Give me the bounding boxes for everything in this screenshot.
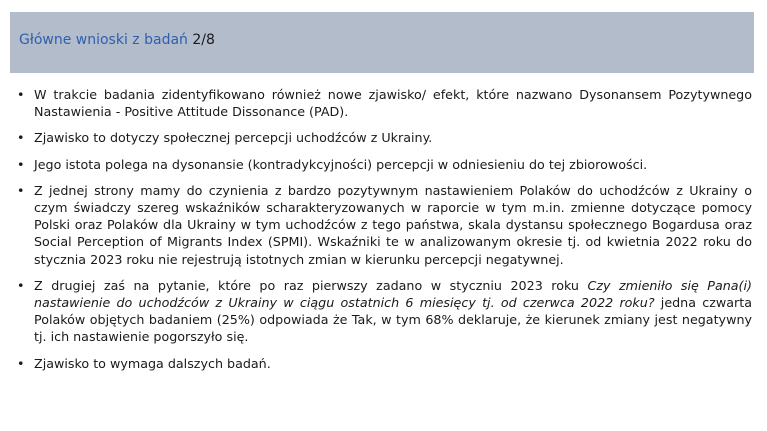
bullet-dot-icon: • [17,156,25,172]
slide-title: Główne wnioski z badań [19,32,193,48]
bullet-dot-icon: • [17,355,25,371]
bullet-text: W trakcie badania zidentyfikowano również nowe zjawisko/ efekt, które nazwano Dysonansem Pozytywnego Nastawienia - Positive Attitude Dissonance (PAD). [34,87,752,120]
bullet-text: Jego istota polega na dysonansie (kontradykcyjności) percepcji w odniesieniu do tej zbiorowości. [34,156,648,172]
bullet-item [14,156,752,173]
bullet-text-after: jedna czwarta Polaków objętych badaniem (25%) odpowiada że Tak, w tym 68% deklaruje, że kierunek zmiany jest negatywny tj. ich nastawienie pogorszyło się. [34,295,752,345]
bullet-item [14,355,752,372]
bullet-text: Z jednej strony mamy do czynienia z bardzo pozytywnym nastawieniem Polaków do uchodźców z Ukrainy o czym świadczy szereg wskaźników scharakteryzowanych w raporcie w tym m.in. zmienne dotyczące pomocy Polski oraz Polaków dla Ukrainy w tym uchodźców z tego państwa, skala dystansu społecznego Bogardusa oraz Social Perception of Migrants Index (SPMI). Wskaźniki te w analizowanym okresie tj. od kwietnia 2022 roku do stycznia 2023 roku nie rejestrują istotnych zmian w kierunku percepcji negatywnej. [34,182,752,267]
bullet-dot-icon: • [17,182,25,198]
slide-header [10,12,754,73]
bullet-list [14,86,752,381]
bullet-question-italic: Czy zmieniło się Pana(i) nastawienie do uchodźców z Ukrainy w ciągu ostatnich 6 miesięcy tj. od czerwca 2022 roku? [34,277,752,311]
bullet-item [14,182,752,268]
bullet-item [14,129,752,146]
bullet-text: Zjawisko to wymaga dalszych badań. [34,355,271,371]
slide-page-indicator: 2/8 [192,32,215,48]
bullet-dot-icon: • [17,277,25,293]
bullet-text: Zjawisko to dotyczy społecznej percepcji uchodźców z Ukrainy. [34,130,433,146]
bullet-dot-icon: • [17,87,25,102]
bullet-item [14,86,752,120]
bullet-dot-icon: • [17,130,25,146]
bullet-item [14,277,752,346]
bullet-text-before: Z drugiej zaś na pytanie, które po raz pierwszy zadano w styczniu 2023 roku [34,277,588,293]
